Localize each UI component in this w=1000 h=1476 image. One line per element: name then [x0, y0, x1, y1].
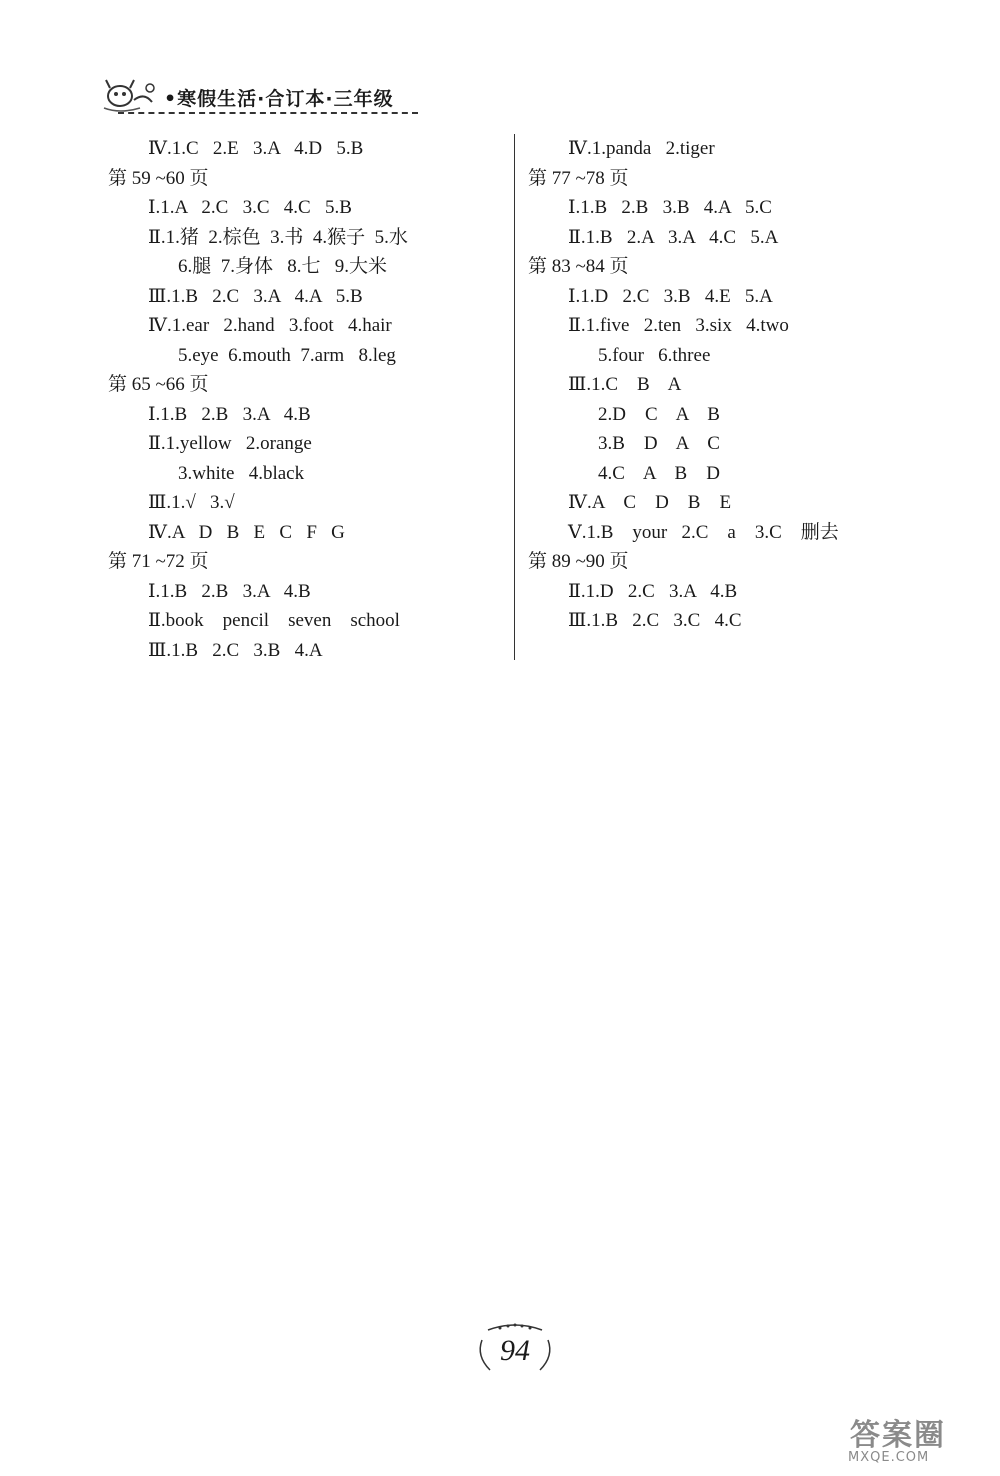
answer-line: 5.eye 6.mouth 7.arm 8.leg [178, 344, 396, 366]
answer-line: Ⅱ.1.five 2.ten 3.six 4.two [568, 315, 789, 336]
answer-line: 3.white 4.black [178, 462, 305, 484]
answer-line: Ⅰ.1.B 2.B 3.B 4.A 5.C [568, 197, 772, 218]
page-number-badge [470, 1320, 560, 1380]
answer-line: Ⅰ.1.D 2.C 3.B 4.E 5.A [568, 285, 773, 307]
answer-line: Ⅲ.1.B 2.C 3.C 4.C [568, 610, 742, 631]
answer-line: Ⅰ.1.B 2.B 3.A 4.B [148, 580, 311, 602]
answer-line: Ⅱ.book pencil seven school [148, 610, 400, 631]
answer-line: 4.C A B D [598, 462, 720, 484]
section-heading: 第 71 ~72 页 [108, 551, 209, 572]
column-divider [514, 134, 515, 660]
answer-line: Ⅱ.1.yellow 2.orange [148, 433, 312, 454]
answer-line: 5.four 6.three [598, 344, 711, 366]
section-heading: 第 59 ~60 页 [108, 167, 209, 189]
right-answer-column [528, 134, 928, 636]
answer-line: Ⅲ.1.B 2.C 3.B 4.A [148, 639, 323, 661]
answer-line: Ⅴ.1.B your 2.C a 3.C 删去 [568, 521, 839, 543]
watermark-url: MXQE.COM [848, 1450, 930, 1465]
answer-line: Ⅱ.1.D 2.C 3.A 4.B [568, 580, 738, 602]
page-number: 94 [500, 1334, 530, 1367]
answer-line: Ⅳ.A C D B E [568, 492, 732, 513]
cartoon-logo-icon [100, 74, 162, 114]
left-answer-column [108, 134, 508, 665]
answer-line: 6.腿 7.身体 8.七 9.大米 [178, 256, 388, 277]
answer-line: Ⅳ.A D B E C F G [148, 521, 345, 543]
answer-line: 3.B D A C [598, 433, 720, 454]
page-header [100, 70, 420, 116]
section-heading: 第 83 ~84 页 [528, 256, 629, 277]
answer-line: Ⅰ.1.B 2.B 3.A 4.B [148, 403, 311, 425]
section-heading: 第 77 ~78 页 [528, 167, 629, 189]
answer-line: Ⅱ.1.猪 2.棕色 3.书 4.猴子 5.水 [148, 226, 408, 248]
header-dashed-rule [118, 112, 418, 114]
answer-line: Ⅳ.1.ear 2.hand 3.foot 4.hair [148, 315, 392, 336]
book-title: •寒假生活·合订本·三年级 [164, 88, 394, 110]
answer-line: Ⅲ.1.B 2.C 3.A 4.A 5.B [148, 285, 363, 307]
section-heading: 第 65 ~66 页 [108, 374, 209, 395]
answer-line: Ⅲ.1.√ 3.√ [148, 492, 235, 513]
site-watermark [830, 1410, 990, 1470]
answer-line: 2.D C A B [598, 403, 720, 425]
answer-line: Ⅳ.1.panda 2.tiger [568, 138, 715, 159]
answer-line: Ⅳ.1.C 2.E 3.A 4.D 5.B [148, 138, 364, 159]
answer-line: Ⅰ.1.A 2.C 3.C 4.C 5.B [148, 197, 352, 218]
answer-line: Ⅱ.1.B 2.A 3.A 4.C 5.A [568, 226, 779, 248]
watermark-logo-text: 答案圈 [850, 1418, 946, 1453]
answer-line: Ⅲ.1.C B A [568, 374, 682, 395]
section-heading: 第 89 ~90 页 [528, 551, 629, 572]
